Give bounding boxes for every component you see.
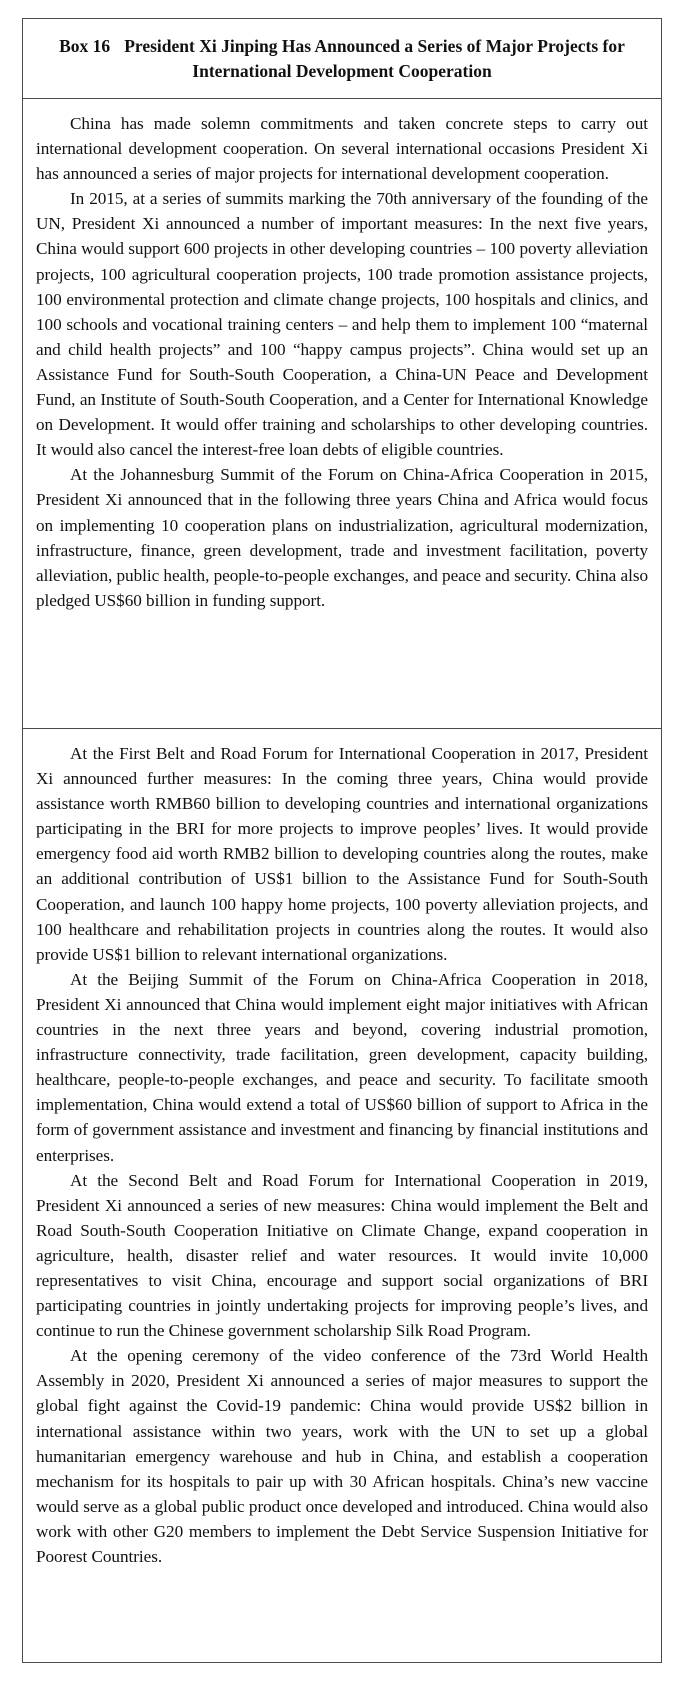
paragraph: At the First Belt and Road Forum for International Cooperation in 2017, President Xi announced further measures: In the coming three years, China would provide assistance worth RMB60 billion to developing countries and international organizations participating in the BRI for more projects to improve peoples’ lives. It would provide emergency food aid worth RMB2 billion to developing countries along the routes, make an additional contribution of US$1 billion to the Assistance Fund for South-South Cooperation, and launch 100 happy home projects, 100 poverty alleviation projects, and 100 healthcare and rehabilitation projects in countries along the routes. It would also provide US$1 billion to relevant international organizations.: [36, 744, 648, 964]
box-header: [23, 19, 661, 99]
box-title-text: President Xi Jinping Has Announced a Series of Major Projects for International Development Cooperation: [124, 35, 625, 81]
paragraph: In 2015, at a series of summits marking the 70th anniversary of the founding of the UN, President Xi announced a number of important measures: In the next five years, China would support 600 projects in other developing countries – 100 poverty alleviation projects, 100 agricultural cooperation projects, 100 trade promotion assistance projects, 100 environmental protection and climate change projects, 100 hospitals and clinics, and 100 schools and vocational training centers – and help them to implement 100 “maternal and child health projects” and 100 “happy campus projects”. China would set up an Assistance Fund for South-South Cooperation, a China-UN Peace and Development Fund, an Institute of South-South Cooperation, and a Center for International Knowledge on Development. It would offer training and scholarships to other developing countries. It would also cancel the interest-free loan debts of eligible countries.: [36, 189, 648, 460]
box-section-2: [23, 729, 661, 1569]
paragraph: China has made solemn commitments and taken concrete steps to carry out international development cooperation. On several international occasions President Xi has announced a series of major projects for international development cooperation.: [36, 114, 648, 184]
paragraph: At the Johannesburg Summit of the Forum on China-Africa Cooperation in 2015, President Xi announced that in the following three years China and Africa would focus on implementing 10 cooperation plans on industrialization, agricultural modernization, infrastructure, finance, green development, trade and investment facilitation, poverty alleviation, public health, people-to-people exchanges, and peace and security. China also pledged US$60 billion in funding support.: [36, 465, 648, 610]
box-label: Box 16: [59, 35, 111, 56]
paragraph: At the opening ceremony of the video conference of the 73rd World Health Assembly in 2020, President Xi announced a series of major measures to support the global fight against the Covid-19 pandemic: China would provide US$2 billion in international assistance within two years, work with the UN to set up a global humanitarian emergency warehouse and hub in China, and establish a cooperation mechanism for its hospitals to pair up with 30 African hospitals. China’s new vaccine would serve as a global public product once developed and introduced. China would also work with other G20 members to implement the Debt Service Suspension Initiative for Poorest Countries.: [36, 1346, 648, 1566]
box-section-1: [23, 99, 661, 729]
paragraph: At the Second Belt and Road Forum for International Cooperation in 2019, President Xi announced a series of new measures: China would implement the Belt and Road South-South Cooperation Initiative on Climate Change, expand cooperation in agriculture, health, disaster relief and water resources. It would invite 10,000 representatives to visit China, encourage and support social organizations of BRI participating countries in jointly undertaking projects for improving people’s lives, and continue to run the Chinese government scholarship Silk Road Program.: [36, 1170, 648, 1341]
paragraph: At the Beijing Summit of the Forum on China-Africa Cooperation in 2018, President Xi announced that China would implement eight major initiatives with African countries in the next three years and beyond, covering industrial promotion, infrastructure connectivity, trade facilitation, green development, capacity building, healthcare, people-to-people exchanges, and peace and security. To facilitate smooth implementation, China would extend a total of US$60 billion of support to Africa in the form of government assistance and investment and financing by financial institutions and enterprises.: [36, 969, 648, 1165]
text-box: [22, 18, 662, 1663]
box-title: [43, 34, 641, 84]
